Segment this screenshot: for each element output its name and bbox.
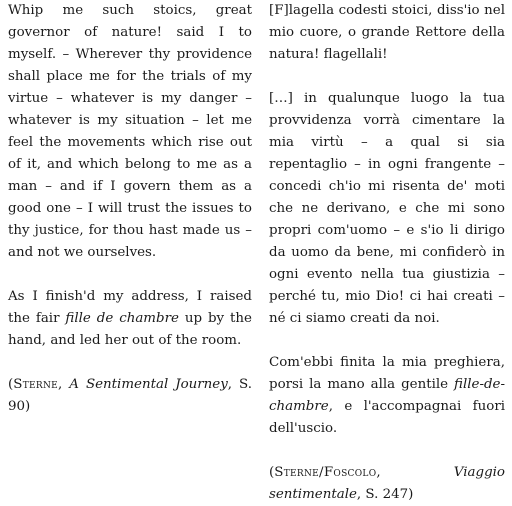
citation-separator: , — [376, 465, 454, 480]
citation-page: , S. 90) — [8, 377, 253, 414]
english-paragraph-2-text-end: up by the hand, and led her out of the room. — [8, 311, 252, 348]
english-quote-paragraph-2 — [8, 286, 252, 352]
italian-quote-paragraph-2: […] in qualunque luogo la tua provvidenza vorrà cimentare la mia virtù – a qual si sia repentaglio – in ogni frangente – concedi ch'io mi risenta de' moti che ne derivano, e che mi sono propri com'uomo – e s'io li dirigo da uomo da bene, mi confiderò in ogni evento nella tua giustizia – perché tu, mio Dio! ci hai creati – né ci siamo creati da noi. — [269, 91, 505, 326]
english-column — [8, 0, 252, 418]
italian-paragraph-3-text-start: Com'ebbi finita la mia preghiera, porsi la mano alla gentile — [269, 355, 505, 392]
italian-citation — [269, 462, 505, 506]
english-quote-paragraph-1: Whip me such stoics, great governor of nature! said I to myself. – Wherever thy providence shall place me for the trials of my virtue – whatever is my danger – whatever is my situation – let me feel the movements which rise out of it, and which belong to me as a man – and if I govern them as a good one – I will trust the issues to thy justice, for thou hast made us – and not we ourselves. — [8, 3, 252, 260]
citation-open-paren: ( — [269, 465, 275, 480]
citation-author: Sterne/Foscolo — [274, 465, 377, 480]
italian-italic-phrase: fille-de-chambre — [269, 377, 505, 414]
italian-paragraph-3-text-end: , e l'accompagnai fuori dell'uscio. — [269, 399, 505, 436]
citation-open-paren: ( — [8, 377, 14, 392]
citation-title: A Sentimental Journey — [69, 377, 228, 392]
italian-quote-paragraph-1: [F]lagella codesti stoici, diss'io nel mio cuore, o grande Rettore della natura! flagellali! — [269, 3, 505, 62]
citation-title: Viaggio sentimentale — [269, 465, 505, 502]
english-paragraph-2-text-start: As I finish'd my address, I raised the fair — [8, 289, 252, 326]
english-citation — [8, 374, 252, 418]
italian-quote-paragraph-3 — [269, 352, 505, 440]
citation-author: Sterne — [13, 377, 59, 392]
italian-column — [269, 0, 505, 506]
citation-separator: , — [58, 377, 70, 392]
citation-page: , S. 247) — [356, 487, 414, 502]
english-italic-phrase: fille de chambre — [65, 311, 179, 326]
